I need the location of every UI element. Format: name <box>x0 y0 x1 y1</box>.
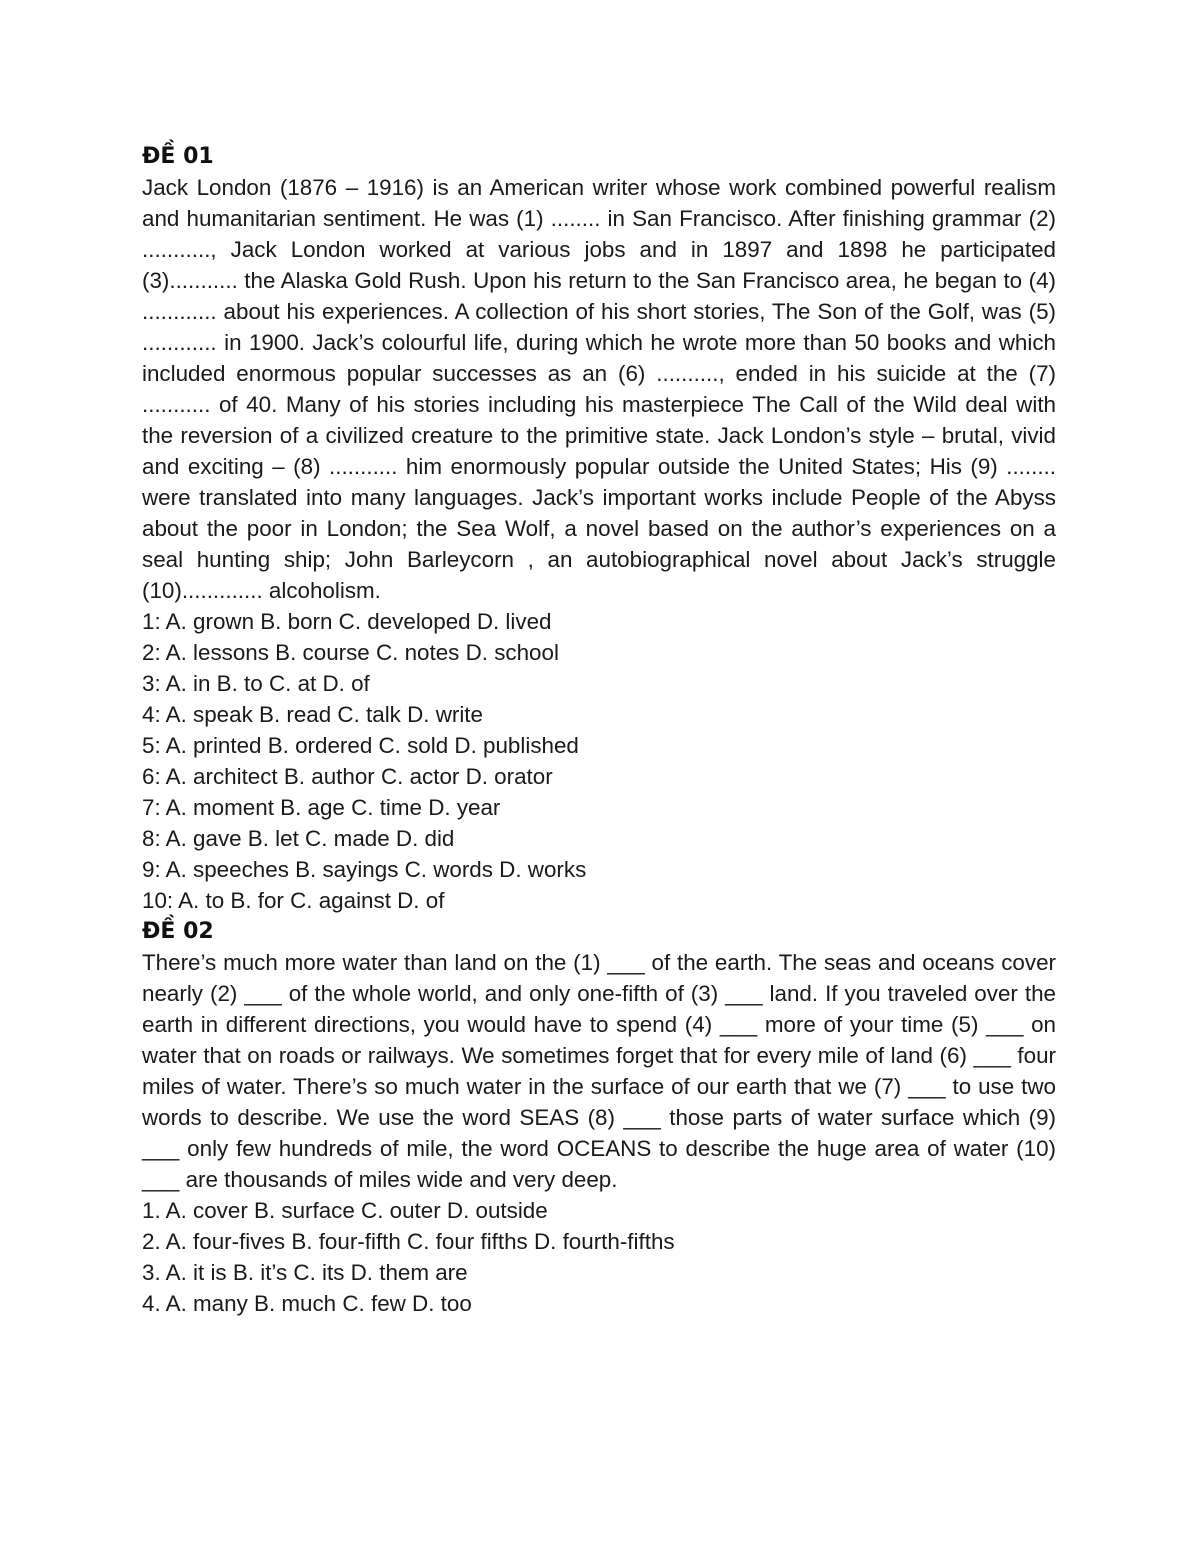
option-line: 7: A. moment B. age C. time D. year <box>142 795 501 820</box>
exercise-02-title: ĐỀ 02 <box>142 919 214 944</box>
exercise-02 <box>142 916 1056 1319</box>
option-line: 5: A. printed B. ordered C. sold D. published <box>142 733 579 758</box>
exercise-01 <box>142 141 1056 916</box>
option-line: 1: A. grown B. born C. developed D. lived <box>142 609 552 634</box>
option-line: 3: A. in B. to C. at D. of <box>142 671 370 696</box>
exercise-01-passage: Jack London (1876 – 1916) is an American writer whose work combined powerful realism and humanitarian sentiment. He was (1) ........ in San Francisco. After finishing grammar (2) ..........., Jack London worked at various jobs and in 1897 and 1898 he participated (3)........... the Alaska Gold Rush. Upon his return to the San Francisco area, he began to (4) ............ about his experiences. A collection of his short stories, The Son of the Golf, was (5) ............ in 1900. Jack’s colourful life, during which he wrote more than 50 books and which included enormous popular successes as an (6) .........., ended in his suicide at the (7) ........... of 40. Many of his stories including his masterpiece The Call of the Wild deal with the reversion of a civilized creature to the primitive state. Jack London’s style – brutal, vivid and exciting – (8) ........... him enormously popular outside the United States; His (9) ........ were translated into many languages. Jack’s important works include People of the Abyss about the poor in London; the Sea Wolf, a novel based on the author’s experiences on a seal hunting ship; John Barleycorn , an autobiographical novel about Jack’s struggle (10)............. alcoholism. <box>142 175 1056 603</box>
exercise-02-passage: There’s much more water than land on the (1) ___ of the earth. The seas and oceans cover nearly (2) ___ of the whole world, and only one-fifth of (3) ___ land. If you traveled over the earth in different directions, you would have to spend (4) ___ more of your time (5) ___ on water that on roads or railways. We sometimes forget that for every mile of land (6) ___ four miles of water. There’s so much water in the surface of our earth that we (7) ___ to use two words to describe. We use the word SEAS (8) ___ those parts of water surface which (9) ___ only few hundreds of mile, the word OCEANS to describe the huge area of water (10) ___ are thousands of miles wide and very deep. <box>142 950 1056 1192</box>
option-line: 2: A. lessons B. course C. notes D. school <box>142 640 559 665</box>
option-line: 1. A. cover B. surface C. outer D. outside <box>142 1198 548 1223</box>
option-line: 3. A. it is B. it’s C. its D. them are <box>142 1260 468 1285</box>
exercise-02-options <box>142 1195 1056 1319</box>
exercise-01-options <box>142 606 1056 916</box>
option-line: 6: A. architect B. author C. actor D. orator <box>142 764 553 789</box>
option-line: 2. A. four-fives B. four-fifth C. four fifths D. fourth-fifths <box>142 1229 675 1254</box>
option-line: 8: A. gave B. let C. made D. did <box>142 826 455 851</box>
option-line: 4: A. speak B. read C. talk D. write <box>142 702 483 727</box>
option-line: 10: A. to B. for C. against D. of <box>142 888 445 913</box>
option-line: 9: A. speeches B. sayings C. words D. works <box>142 857 587 882</box>
document-page <box>142 141 1056 1319</box>
exercise-01-title: ĐỀ 01 <box>142 144 214 169</box>
option-line: 4. A. many B. much C. few D. too <box>142 1291 472 1316</box>
